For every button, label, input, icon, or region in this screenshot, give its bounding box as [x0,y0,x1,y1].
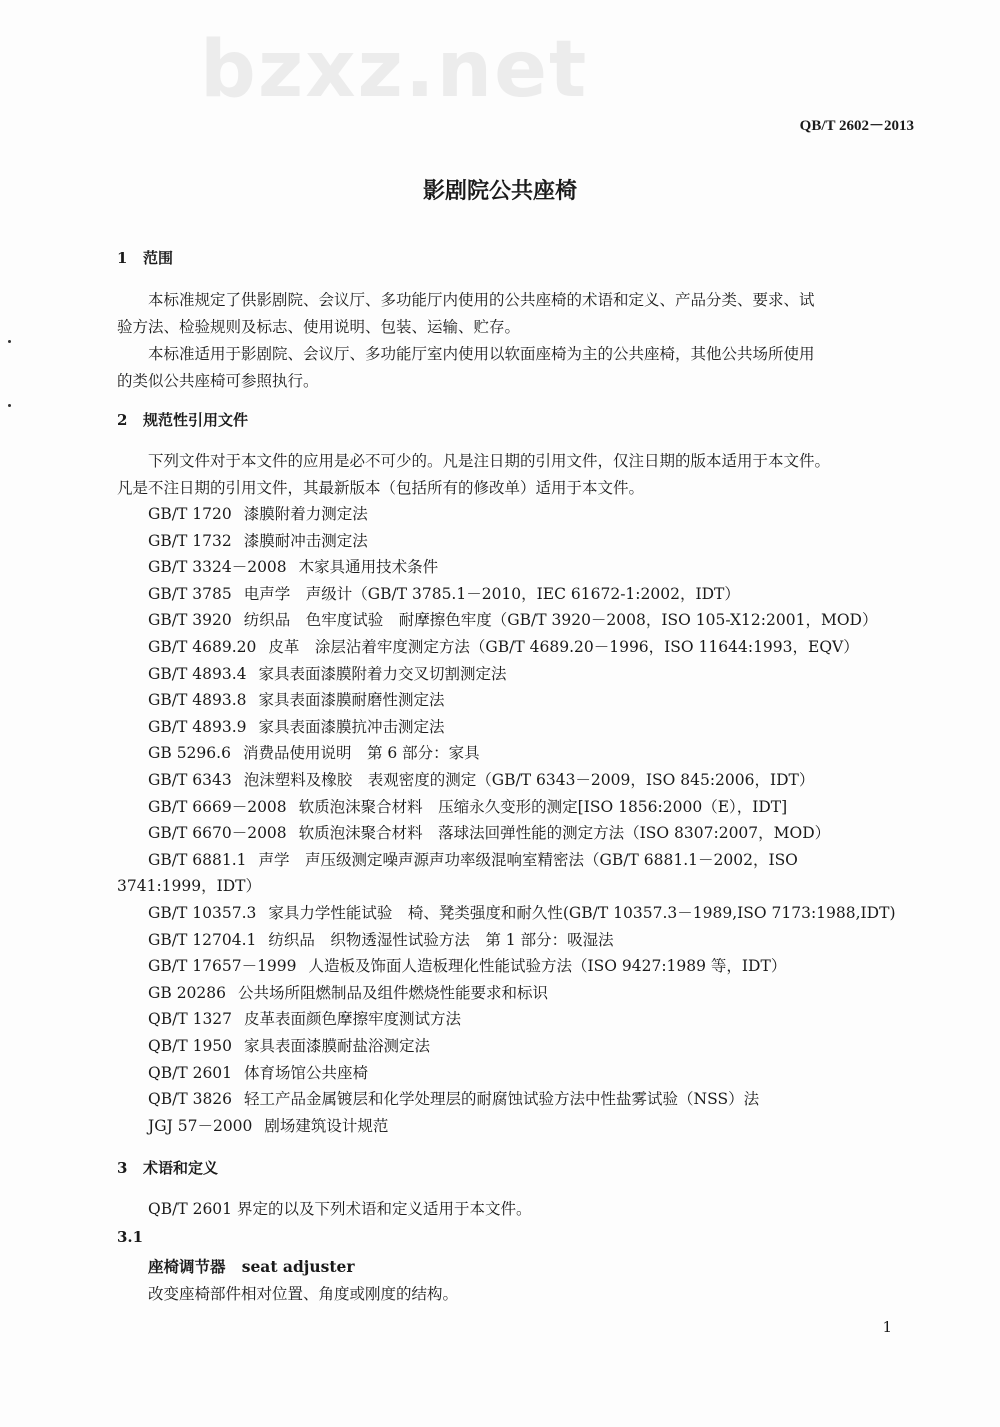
reference-title: 软质泡沫聚合材料 压缩永久变形的测定[ISO 1856:2000（E），IDT] [298,797,788,816]
reference-item [148,848,798,870]
section-2-heading: 2 规范性引用文件 [117,411,249,429]
reference-item [148,529,368,551]
reference-code: GB/T 3785 [148,584,232,603]
reference-title: 电声学 声级计（GB/T 3785.1－2010，IEC 61672-1:2002，IDT） [243,584,740,603]
reference-title: 纺织品 色牢度试验 耐摩擦色牢度（GB/T 3920－2008，ISO 105-X12:2001，MOD） [243,611,878,630]
reference-code: QB/T 3826 [148,1090,233,1109]
reference-item [148,635,859,657]
scan-mark [8,340,11,343]
reference-item [148,768,814,790]
paragraph-line: 下列文件对于本文件的应用是必不可少的。凡是注日期的引用文件，仅注日期的版本适用于本文件。 [148,452,831,470]
reference-code: GB/T 10357.3 [148,904,257,922]
reference-code: GB/T 4689.20 [148,638,257,656]
reference-code: GB/T 12704.1 [148,930,257,949]
reference-item [148,1034,430,1056]
reference-title: 漆膜耐冲击测定法 [243,531,368,550]
reference-item [148,502,368,524]
reference-item [148,1061,368,1083]
reference-title: 皮革 涂层沾着牢度测定方法（GB/T 4689.20－1996，ISO 11644:1993，EQV） [268,638,859,656]
reference-title: 软质泡沫聚合材料 落球法回弹性能的测定方法（ISO 8307:2007，MOD） [298,824,831,843]
reference-item [148,795,787,817]
paragraph-line: 验方法、检验规则及标志、使用说明、包装、运输、贮存。 [117,318,521,336]
reference-item [148,582,740,604]
reference-code: GB 20286 [148,983,227,1002]
reference-continuation: 3741:1999，IDT） [117,877,262,896]
reference-item [148,1087,759,1109]
reference-title: 家具表面漆膜抗冲击测定法 [258,717,445,736]
reference-code: QB/T 1950 [148,1037,233,1055]
reference-code: GB/T 6670－2008 [148,824,287,843]
reference-item [148,981,548,1003]
reference-code: QB/T 1327 [148,1010,233,1029]
reference-title: 漆膜附着力测定法 [243,505,368,523]
scan-mark [8,404,11,407]
reference-code: GB/T 6881.1 [148,850,247,869]
reference-code: GB 5296.6 [148,744,231,763]
paragraph-line: 凡是不注日期的引用文件，其最新版本（包括所有的修改单）适用于本文件。 [117,479,645,497]
reference-title: 家具表面漆膜附着力交叉切割测定法 [258,664,507,683]
reference-code: GB/T 4893.9 [148,717,247,736]
reference-code: GB/T 4893.4 [148,664,247,683]
watermark: bzxz.net [200,25,589,115]
reference-code: GB/T 6343 [148,771,232,789]
reference-title: 人造板及饰面人造板理化性能试验方法（ISO 9427:1989 等，IDT） [308,957,787,976]
standard-number: QB/T 2602－2013 [799,118,914,134]
reference-item [148,901,896,923]
reference-item [148,555,438,577]
reference-title: 声学 声压级测定噪声源声功率级混响室精密法（GB/T 6881.1－2002，ISO [258,850,798,869]
reference-title: 家具表面漆膜耐盐浴测定法 [244,1037,431,1055]
reference-title: 家具表面漆膜耐磨性测定法 [258,691,445,710]
reference-code: GB/T 1720 [148,505,232,523]
reference-title: 体育场馆公共座椅 [244,1063,369,1082]
subsection-number: 3.1 [117,1228,144,1246]
reference-item [148,662,507,684]
reference-item [148,741,480,763]
reference-item [148,821,830,843]
reference-item [148,715,445,737]
paragraph-line: 的类似公共座椅可参照执行。 [117,372,319,390]
reference-code: GB/T 6669－2008 [148,797,287,816]
section-3-heading: 3 术语和定义 [117,1159,219,1177]
reference-code: GB/T 1732 [148,531,232,550]
reference-item [148,1007,461,1029]
reference-code: GB/T 3920 [148,611,232,630]
reference-item [148,928,614,950]
reference-title: 泡沫塑料及橡胶 表观密度的测定（GB/T 6343－2009，ISO 845:2006，IDT） [243,771,815,789]
term-definition: 改变座椅部件相对位置、角度或刚度的结构。 [148,1285,459,1303]
reference-code: GB/T 4893.8 [148,691,247,710]
paragraph-line: QB/T 2601 界定的以及下列术语和定义适用于本文件。 [148,1200,532,1218]
reference-code: QB/T 2601 [148,1063,233,1082]
reference-title: 皮革表面颜色摩擦牢度测试方法 [244,1010,462,1029]
reference-code: JGJ 57－2000 [148,1116,253,1135]
reference-item [148,954,786,976]
reference-item [148,688,445,710]
section-1-heading: 1 范围 [117,249,174,267]
reference-item [148,1114,388,1136]
paragraph-line: 本标准规定了供影剧院、会议厅、多功能厅内使用的公共座椅的术语和定义、产品分类、要求、试 [148,291,815,309]
paragraph-line: 本标准适用于影剧院、会议厅、多功能厅室内使用以软面座椅为主的公共座椅，其他公共场所使用 [148,345,815,363]
reference-title: 家具力学性能试验 椅、凳类强度和耐久性(GB/T 10357.3－1989,ISO 7173:1988,IDT) [268,904,896,922]
reference-title: 木家具通用技术条件 [298,558,439,577]
term: 座椅调节器 seat adjuster [148,1257,355,1276]
reference-title: 消费品使用说明 第 6 部分：家具 [242,744,480,763]
reference-title: 轻工产品金属镀层和化学处理层的耐腐蚀试验方法中性盐雾试验（NSS）法 [244,1090,760,1109]
reference-item [148,608,877,630]
reference-code: GB/T 17657－1999 [148,957,297,976]
reference-title: 剧场建筑设计规范 [264,1116,389,1135]
reference-code: GB/T 3324－2008 [148,558,287,577]
reference-title: 纺织品 织物透湿性试验方法 第 1 部分：吸湿法 [268,930,614,949]
document-title: 影剧院公共座椅 [422,178,577,204]
reference-title: 公共场所阻燃制品及组件燃烧性能要求和标识 [238,983,549,1002]
page-number: 1 [882,1318,892,1336]
